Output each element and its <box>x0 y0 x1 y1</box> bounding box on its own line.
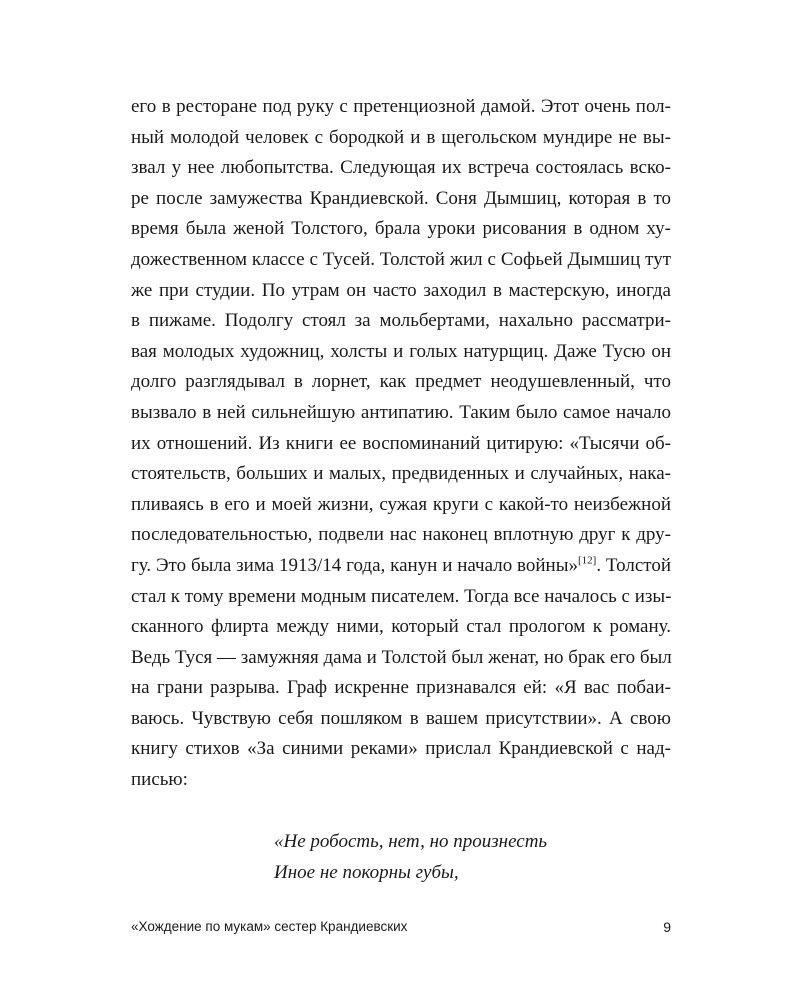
text-line: пливаясь в его и моей жизни, сужая круги с какой-то неизбежной <box>131 493 671 515</box>
page-number: 9 <box>663 919 671 935</box>
text-line: стал к тому времени модным писателем. Тогда все началось с изы- <box>131 585 672 607</box>
poem-quote <box>274 826 547 888</box>
text-line: время была женой Толстого, брала уроки рисования в одном ху- <box>131 218 671 240</box>
text-segment: гу. Это была зима 1913/14 года, канун и начало войны» <box>131 554 578 576</box>
text-line: их отношений. Из книги ее воспоминаний цитирую: «Тысячи об- <box>131 432 671 454</box>
text-line: книгу стихов «За синими реками» прислал Крандиевской с над- <box>131 738 671 760</box>
text-line: вызвало в ней сильнейшую антипатию. Таким было самое начало <box>131 401 671 423</box>
text-line: ре после замужества Крандиевской. Соня Дымшиц, которая в то <box>131 187 671 209</box>
text-line: ный молодой человек с бородкой и в щегольском мундире не вы- <box>131 126 671 148</box>
text-line-with-footnote <box>131 551 671 582</box>
text-line: дожественном классе с Тусей. Толстой жил с Софьей Дымшиц тут <box>131 248 671 270</box>
text-line: долго разглядывал в лорнет, как предмет неодушевленный, что <box>131 371 671 393</box>
text-line: стоятельств, больших и малых, предвиденных и случайных, нака- <box>131 463 671 485</box>
poem-line: Иное не покорны губы, <box>274 862 459 883</box>
text-line: его в ресторане под руку с претенциозной дамой. Этот очень пол- <box>131 96 671 117</box>
footnote-reference[interactable]: [12] <box>578 554 597 567</box>
text-line: на грани разрыва. Граф искренне признавался ей: «Я вас побаи- <box>131 677 671 699</box>
text-segment: . Толстой <box>596 554 671 576</box>
text-line: сканного флирта между ними, который стал прологом к роману. <box>131 616 671 638</box>
text-line: в пижаме. Подолгу стоял за мольбертами, нахально рассматри- <box>131 310 671 332</box>
text-line: писью: <box>131 769 188 791</box>
running-title: «Хождение по мукам» сестер Крандиевских <box>131 919 408 934</box>
text-line: вая молодых художниц, холсты и голых натурщиц. Даже Тусю он <box>131 340 671 362</box>
text-line: звал у нее любопытства. Следующая их встреча состоялась вско- <box>131 157 671 179</box>
body-text <box>131 92 671 796</box>
poem-line: «Не робость, нет, но произнесть <box>274 831 548 852</box>
text-line: последовательностью, подвели нас наконец вплотную друг к дру- <box>131 524 671 546</box>
text-line: ваюсь. Чувствую себя пошляком в вашем присутствии». А свою <box>131 707 671 729</box>
text-line: Ведь Туся — замужняя дама и Толстой был женат, но брак его был <box>131 646 672 668</box>
text-line: же при студии. По утрам он часто заходил в мастерскую, иногда <box>131 279 671 301</box>
